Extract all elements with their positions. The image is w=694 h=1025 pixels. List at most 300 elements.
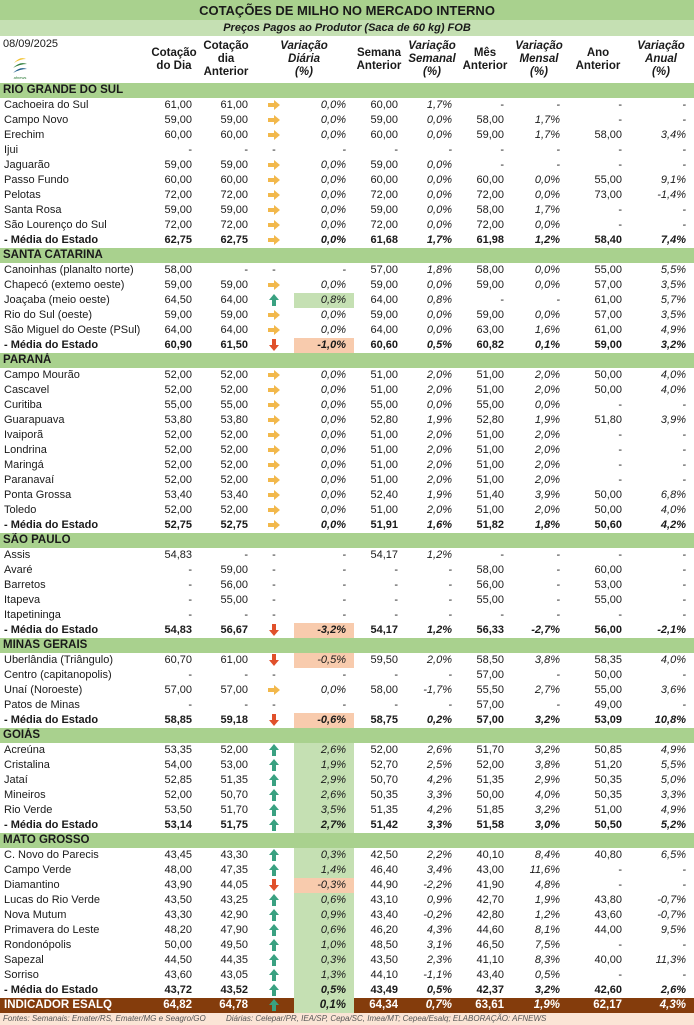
variacao-anual-cell: - (682, 564, 686, 576)
ano-anterior-cell: 50,00 (594, 669, 622, 681)
row-label: Diamantino (4, 879, 60, 891)
cotacao-anterior-cell: 42,90 (220, 909, 248, 921)
variacao-mensal-cell: 1,2% (534, 909, 560, 921)
cotacao-dia-cell: 43,45 (164, 849, 192, 861)
semana-anterior-cell: 52,40 (370, 489, 398, 501)
ano-anterior-cell: 57,00 (594, 309, 622, 321)
variacao-diaria-cell: 0,0% (320, 189, 346, 201)
mes-anterior-cell: 51,82 (476, 519, 504, 531)
cotacao-dia-cell: 53,50 (164, 804, 192, 816)
cotacao-dia-cell: - (188, 579, 192, 591)
variacao-semanal-cell: 2,0% (426, 654, 452, 666)
ano-anterior-cell: 58,35 (594, 654, 622, 666)
table-row (0, 593, 694, 608)
semana-anterior-cell: 52,80 (370, 414, 398, 426)
cotacao-anterior-cell: 52,00 (220, 384, 248, 396)
mes-anterior-cell: 42,37 (476, 984, 504, 996)
variacao-mensal-cell: 7,5% (534, 939, 560, 951)
row-label: Paranavaí (4, 474, 55, 486)
cotacao-anterior-cell: 59,00 (220, 279, 248, 291)
ano-anterior-cell: - (618, 969, 622, 981)
col-variacao-anual: Variação Anual (%) (628, 36, 694, 83)
variacao-mensal-cell: 3,8% (534, 759, 560, 771)
variacao-mensal-cell: 1,8% (534, 519, 560, 531)
semana-anterior-cell: 59,50 (370, 654, 398, 666)
variacao-diaria-cell: - (342, 579, 346, 591)
arrow-up-icon (254, 923, 294, 938)
ano-anterior-cell: 49,00 (594, 699, 622, 711)
row-label: Mineiros (4, 789, 46, 801)
variacao-diaria-cell: 0,0% (320, 369, 346, 381)
cotacao-dia-cell: 43,90 (164, 879, 192, 891)
trend-cell: - (272, 594, 276, 606)
arrow-down-icon (254, 338, 294, 353)
row-label: Centro (capitanopolis) (4, 669, 112, 681)
cotacao-dia-cell: 52,00 (164, 504, 192, 516)
table-row (0, 548, 694, 563)
variacao-anual-cell: - (682, 609, 686, 621)
row-label: Patos de Minas (4, 699, 80, 711)
variacao-mensal-cell: 3,8% (534, 654, 560, 666)
variacao-diaria-cell: 0,3% (294, 953, 354, 968)
variacao-semanal-cell: 0,0% (426, 129, 452, 141)
variacao-mensal-cell: 0,1% (534, 339, 560, 351)
cotacao-anterior-cell: 52,00 (220, 429, 248, 441)
variacao-mensal-cell: 0,0% (534, 309, 560, 321)
semana-anterior-cell: 51,42 (370, 819, 398, 831)
variacao-semanal-cell: 0,0% (426, 189, 452, 201)
variacao-semanal-cell: 1,8% (426, 264, 452, 276)
row-label: Toledo (4, 504, 37, 516)
arrow-right-icon (254, 473, 294, 488)
semana-anterior-cell: 52,00 (370, 744, 398, 756)
ano-anterior-cell: 55,00 (594, 174, 622, 186)
variacao-mensal-cell: 1,7% (534, 129, 560, 141)
semana-anterior-cell: 54,17 (370, 624, 398, 636)
table-row (0, 293, 694, 308)
table-body (0, 83, 694, 1013)
section-header (0, 83, 694, 98)
mes-anterior-cell: 43,40 (476, 969, 504, 981)
table-row (0, 263, 694, 278)
cotacao-anterior-cell: 60,00 (220, 129, 248, 141)
cotacao-dia-cell: - (188, 144, 192, 156)
row-label: Assis (4, 549, 31, 561)
arrow-up-icon (254, 758, 294, 773)
ano-anterior-cell: - (618, 219, 622, 231)
ano-anterior-cell: 61,00 (594, 294, 622, 306)
trend-cell: - (272, 579, 276, 591)
table-row (0, 188, 694, 203)
arrow-up-icon (254, 848, 294, 863)
variacao-semanal-cell: 3,4% (426, 864, 452, 876)
ano-anterior-cell: 55,00 (594, 594, 622, 606)
arrow-up-icon (254, 953, 294, 968)
variacao-diaria-cell: - (342, 609, 346, 621)
trend-cell: - (272, 564, 276, 576)
variacao-diaria-cell: 0,0% (320, 399, 346, 411)
mes-anterior-cell: 60,00 (476, 174, 504, 186)
arrow-up-icon (254, 908, 294, 923)
mes-anterior-cell: - (500, 159, 504, 171)
cotacao-dia-cell: - (188, 564, 192, 576)
variacao-anual-cell: -0,7% (657, 909, 686, 921)
semana-anterior-cell: 64,00 (370, 324, 398, 336)
cotacao-anterior-cell: 59,18 (220, 714, 248, 726)
cotacao-dia-cell: 43,60 (164, 969, 192, 981)
variacao-anual-cell: 4,2% (660, 519, 686, 531)
arrow-right-icon (254, 278, 294, 293)
variacao-semanal-cell: 1,2% (426, 549, 452, 561)
variacao-diaria-cell: - (342, 564, 346, 576)
ano-anterior-cell: 58,40 (594, 234, 622, 246)
variacao-mensal-cell: 1,9% (510, 998, 568, 1013)
trend-cell: - (272, 264, 276, 276)
cotacao-anterior-cell: 51,70 (220, 804, 248, 816)
variacao-diaria-cell: -0,3% (294, 878, 354, 893)
cotacao-dia-cell: 64,00 (164, 324, 192, 336)
arrow-right-icon (254, 113, 294, 128)
variacao-mensal-cell: - (556, 144, 560, 156)
ano-anterior-cell: 51,80 (594, 414, 622, 426)
section-title: PARANÁ (0, 353, 694, 368)
variacao-semanal-cell: - (448, 699, 452, 711)
mes-anterior-cell: 58,00 (476, 564, 504, 576)
row-label: Avaré (4, 564, 33, 576)
ano-anterior-cell: - (618, 939, 622, 951)
cotacao-dia-cell: 58,85 (164, 714, 192, 726)
cotacao-dia-cell: 52,00 (164, 789, 192, 801)
variacao-mensal-cell: - (556, 159, 560, 171)
cotacao-anterior-cell: 55,00 (220, 399, 248, 411)
arrow-right-icon (254, 98, 294, 113)
cotacao-anterior-cell: 49,50 (220, 939, 248, 951)
table-row (0, 848, 694, 863)
variacao-diaria-cell: 2,6% (294, 788, 354, 803)
arrow-down-icon (254, 653, 294, 668)
page-title: COTAÇÕES DE MILHO NO MERCADO INTERNO (0, 0, 694, 20)
arrow-right-icon (254, 323, 294, 338)
cotacao-dia-cell: 52,75 (164, 519, 192, 531)
variacao-semanal-cell: 4,2% (426, 774, 452, 786)
arrow-right-icon (254, 458, 294, 473)
variacao-anual-cell: - (682, 864, 686, 876)
cotacao-anterior-cell: 55,00 (220, 594, 248, 606)
variacao-anual-cell: 3,9% (660, 414, 686, 426)
mes-anterior-cell: 55,50 (476, 684, 504, 696)
variacao-semanal-cell: 2,0% (426, 429, 452, 441)
ano-anterior-cell: 50,35 (594, 789, 622, 801)
row-label: Campo Mourão (4, 369, 80, 381)
variacao-semanal-cell: -0,2% (423, 909, 452, 921)
cotacao-dia-cell: 54,83 (164, 549, 192, 561)
mes-anterior-cell: 51,70 (476, 744, 504, 756)
cotacao-anterior-cell: 64,00 (220, 294, 248, 306)
ano-anterior-cell: 50,00 (594, 504, 622, 516)
col-semana-anterior: Semana Anterior (354, 36, 404, 83)
mes-anterior-cell: 40,10 (476, 849, 504, 861)
variacao-mensal-cell: 0,0% (534, 219, 560, 231)
variacao-diaria-cell: 0,0% (320, 429, 346, 441)
variacao-semanal-cell: 2,6% (426, 744, 452, 756)
col-mes-anterior: Mês Anterior (460, 36, 510, 83)
variacao-anual-cell: - (682, 594, 686, 606)
variacao-diaria-cell: 3,5% (294, 803, 354, 818)
variacao-anual-cell: 5,0% (660, 774, 686, 786)
semana-anterior-cell: 51,00 (370, 444, 398, 456)
semana-anterior-cell: 52,70 (370, 759, 398, 771)
ano-anterior-cell: 53,09 (594, 714, 622, 726)
variacao-mensal-cell: 2,0% (534, 459, 560, 471)
variacao-semanal-cell: 2,2% (426, 849, 452, 861)
variacao-anual-cell: 5,2% (660, 819, 686, 831)
mes-anterior-cell: 50,00 (476, 789, 504, 801)
variacao-diaria-cell: -0,6% (294, 713, 354, 728)
variacao-diaria-cell: 0,3% (294, 848, 354, 863)
mes-anterior-cell: 51,00 (476, 504, 504, 516)
ano-anterior-cell: - (618, 459, 622, 471)
cotacao-anterior-cell: - (244, 264, 248, 276)
row-label: Barretos (4, 579, 46, 591)
variacao-diaria-cell: 0,0% (320, 309, 346, 321)
variacao-semanal-cell: 1,7% (426, 234, 452, 246)
mes-anterior-cell: 72,00 (476, 189, 504, 201)
variacao-anual-cell: - (682, 444, 686, 456)
variacao-semanal-cell: 2,0% (426, 504, 452, 516)
variacao-anual-cell: 3,4% (660, 129, 686, 141)
variacao-anual-cell: 4,0% (660, 504, 686, 516)
variacao-semanal-cell: 0,0% (426, 174, 452, 186)
cotacao-anterior-cell: 72,00 (220, 189, 248, 201)
semana-anterior-cell: 51,00 (370, 474, 398, 486)
cotacao-anterior-cell: 72,00 (220, 219, 248, 231)
variacao-anual-cell: - (682, 459, 686, 471)
row-label: Uberlândia (Triângulo) (4, 654, 114, 666)
row-label: Canoinhas (planalto norte) (4, 264, 134, 276)
mes-anterior-cell: 51,00 (476, 429, 504, 441)
row-label: Lucas do Rio Verde (4, 894, 101, 906)
semana-anterior-cell: - (394, 609, 398, 621)
variacao-semanal-cell: 1,7% (426, 99, 452, 111)
variacao-mensal-cell: 0,0% (534, 189, 560, 201)
state-average-row (0, 623, 694, 638)
variacao-diaria-cell: 2,6% (294, 743, 354, 758)
cotacao-anterior-cell: 64,78 (198, 998, 254, 1013)
mes-anterior-cell: 63,00 (476, 324, 504, 336)
variacao-semanal-cell: 0,5% (426, 984, 452, 996)
arrow-up-icon (254, 818, 294, 833)
variacao-mensal-cell: 2,0% (534, 369, 560, 381)
variacao-diaria-cell: 1,9% (294, 758, 354, 773)
variacao-diaria-cell: 1,0% (294, 938, 354, 953)
cotacao-dia-cell: 54,00 (164, 759, 192, 771)
semana-anterior-cell: 46,20 (370, 924, 398, 936)
arrow-right-icon (254, 683, 294, 698)
variacao-diaria-cell: 0,0% (320, 159, 346, 171)
table-row (0, 923, 694, 938)
variacao-anual-cell: - (682, 579, 686, 591)
variacao-semanal-cell: 4,3% (426, 924, 452, 936)
variacao-mensal-cell: 1,6% (534, 324, 560, 336)
variacao-anual-cell: - (682, 879, 686, 891)
ano-anterior-cell: - (618, 879, 622, 891)
cotacao-dia-cell: 60,90 (164, 339, 192, 351)
mes-anterior-cell: 60,82 (476, 339, 504, 351)
ano-anterior-cell: 43,60 (594, 909, 622, 921)
state-average-row (0, 713, 694, 728)
variacao-anual-cell: - (682, 144, 686, 156)
cotacao-dia-cell: 43,30 (164, 909, 192, 921)
mes-anterior-cell: 51,00 (476, 444, 504, 456)
section-title: SANTA CATARINA (0, 248, 694, 263)
table-row (0, 383, 694, 398)
table-row (0, 443, 694, 458)
row-label: Jaguarão (4, 159, 50, 171)
variacao-mensal-cell: 4,8% (534, 879, 560, 891)
mes-anterior-cell: 72,00 (476, 219, 504, 231)
arrow-right-icon (254, 413, 294, 428)
col-variacao-mensal: Variação Mensal (%) (510, 36, 568, 83)
cotacao-anterior-cell: 52,00 (220, 369, 248, 381)
variacao-semanal-cell: 0,2% (426, 714, 452, 726)
variacao-mensal-cell: - (556, 579, 560, 591)
arrow-right-icon (254, 128, 294, 143)
cotacao-dia-cell: 60,70 (164, 654, 192, 666)
table-row (0, 683, 694, 698)
cotacao-dia-cell: 53,35 (164, 744, 192, 756)
variacao-mensal-cell: 1,7% (534, 114, 560, 126)
variacao-anual-cell: - (682, 549, 686, 561)
variacao-semanal-cell: 2,5% (426, 759, 452, 771)
mes-anterior-cell: - (500, 609, 504, 621)
variacao-semanal-cell: 2,0% (426, 369, 452, 381)
variacao-diaria-cell: - (342, 264, 346, 276)
mes-anterior-cell: 58,50 (476, 654, 504, 666)
cotacao-anterior-cell: 52,00 (220, 444, 248, 456)
variacao-mensal-cell: - (556, 699, 560, 711)
variacao-anual-cell: 9,1% (660, 174, 686, 186)
row-label: Maringá (4, 459, 44, 471)
row-label: Itapetininga (4, 609, 61, 621)
row-label: Guarapuava (4, 414, 65, 426)
cotacao-anterior-cell: 44,05 (220, 879, 248, 891)
section-header (0, 248, 694, 263)
row-label: Nova Mutum (4, 909, 67, 921)
ano-anterior-cell: - (618, 549, 622, 561)
variacao-anual-cell: 3,5% (660, 309, 686, 321)
variacao-mensal-cell: 3,2% (534, 804, 560, 816)
variacao-anual-cell: -0,7% (657, 894, 686, 906)
ano-anterior-cell: 50,35 (594, 774, 622, 786)
arrow-right-icon (254, 188, 294, 203)
cotacao-anterior-cell: 51,75 (220, 819, 248, 831)
table-row (0, 803, 694, 818)
mes-anterior-cell: 42,80 (476, 909, 504, 921)
semana-anterior-cell: 51,00 (370, 429, 398, 441)
variacao-mensal-cell: 4,0% (534, 789, 560, 801)
variacao-diaria-cell: - (342, 594, 346, 606)
cotacao-anterior-cell: - (244, 669, 248, 681)
variacao-mensal-cell: -2,7% (531, 624, 560, 636)
variacao-semanal-cell: 3,3% (426, 819, 452, 831)
mes-anterior-cell: 46,50 (476, 939, 504, 951)
variacao-semanal-cell: 0,8% (426, 294, 452, 306)
semana-anterior-cell: 64,00 (370, 294, 398, 306)
semana-anterior-cell: 51,91 (370, 519, 398, 531)
variacao-semanal-cell: 0,0% (426, 114, 452, 126)
cotacao-anterior-cell: 43,30 (220, 849, 248, 861)
mes-anterior-cell: - (500, 99, 504, 111)
variacao-diaria-cell: 0,0% (320, 99, 346, 111)
ano-anterior-cell: 42,60 (594, 984, 622, 996)
variacao-anual-cell: 3,6% (660, 684, 686, 696)
mes-anterior-cell: 55,00 (476, 594, 504, 606)
semana-anterior-cell: 61,68 (370, 234, 398, 246)
variacao-semanal-cell: 0,0% (426, 309, 452, 321)
cotacao-dia-cell: 59,00 (164, 204, 192, 216)
table-row (0, 608, 694, 623)
cotacao-dia-cell: 72,00 (164, 189, 192, 201)
arrow-up-icon (254, 803, 294, 818)
ano-anterior-cell: - (618, 204, 622, 216)
cotacao-dia-cell: 57,00 (164, 684, 192, 696)
cotacao-dia-cell: 72,00 (164, 219, 192, 231)
mes-anterior-cell: 59,00 (476, 129, 504, 141)
cotacao-dia-cell: 52,00 (164, 369, 192, 381)
variacao-anual-cell: - (682, 699, 686, 711)
semana-anterior-cell: - (394, 594, 398, 606)
variacao-mensal-cell: - (556, 564, 560, 576)
mes-anterior-cell: 59,00 (476, 279, 504, 291)
variacao-diaria-cell: 0,0% (320, 129, 346, 141)
variacao-anual-cell: 9,5% (660, 924, 686, 936)
arrow-up-icon (254, 998, 294, 1013)
footer-sources (0, 1013, 694, 1025)
ano-anterior-cell: - (618, 429, 622, 441)
mes-anterior-cell: 42,70 (476, 894, 504, 906)
variacao-diaria-cell: 0,0% (320, 324, 346, 336)
variacao-diaria-cell: 0,0% (320, 114, 346, 126)
variacao-semanal-cell: 2,3% (426, 954, 452, 966)
variacao-diaria-cell: 0,0% (320, 489, 346, 501)
semana-anterior-cell: 59,00 (370, 279, 398, 291)
table-row (0, 278, 694, 293)
variacao-anual-cell: - (682, 969, 686, 981)
row-label: Santa Rosa (4, 204, 62, 216)
arrow-right-icon (254, 368, 294, 383)
mes-anterior-cell: 58,00 (476, 114, 504, 126)
variacao-mensal-cell: 2,0% (534, 384, 560, 396)
cotacao-dia-cell: 53,40 (164, 489, 192, 501)
row-label: Primavera do Leste (4, 924, 100, 936)
mes-anterior-cell: - (500, 144, 504, 156)
variacao-mensal-cell: - (556, 294, 560, 306)
logo-text: afnews (13, 75, 27, 80)
cotacao-dia-cell: 64,82 (150, 998, 198, 1013)
mes-anterior-cell: 51,85 (476, 804, 504, 816)
header-row (0, 36, 694, 83)
arrow-up-icon (254, 968, 294, 983)
variacao-diaria-cell: 0,0% (320, 174, 346, 186)
row-label: Ivaiporã (4, 429, 44, 441)
semana-anterior-cell: 44,90 (370, 879, 398, 891)
mes-anterior-cell: - (500, 294, 504, 306)
row-label: Cachoeira do Sul (4, 99, 89, 111)
ano-anterior-cell: 51,20 (594, 759, 622, 771)
table-row (0, 158, 694, 173)
variacao-diaria-cell: - (342, 699, 346, 711)
semana-anterior-cell: 60,00 (370, 174, 398, 186)
